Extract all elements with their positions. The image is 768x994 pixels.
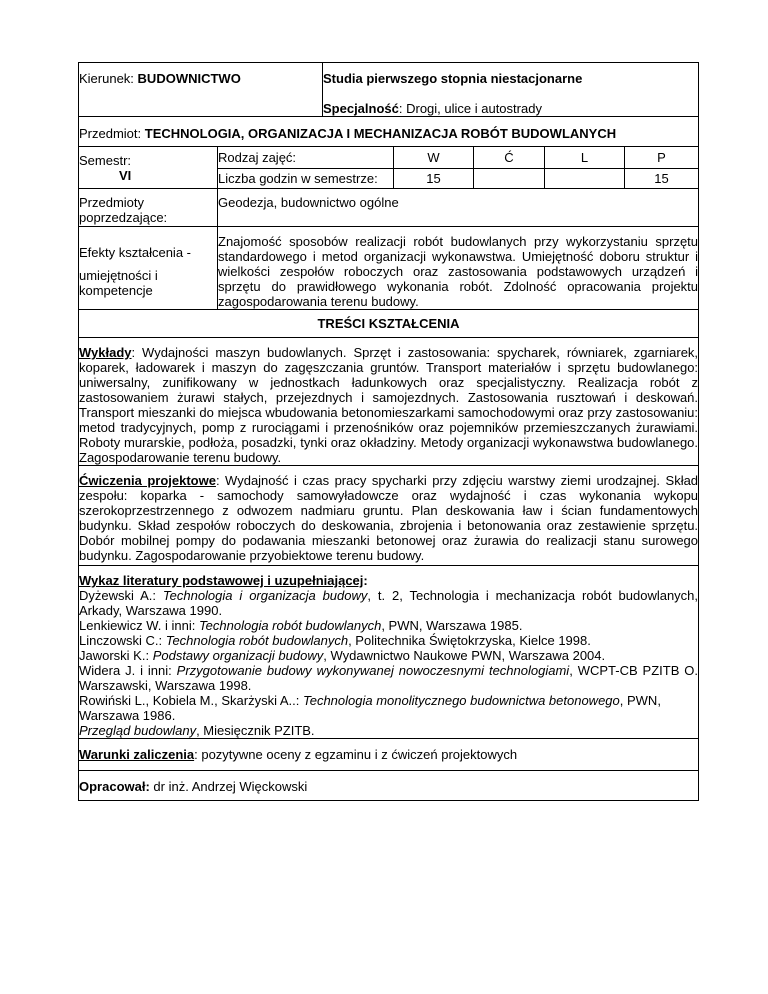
lit-rest: , PWN, Warszawa 1986. [79,693,661,723]
warunki-label: Warunki zaliczenia [79,747,195,762]
kierunek-cell [79,63,323,117]
lit-author: Dyżewski A.: [79,588,163,603]
kierunek-label: Kierunek: [79,71,138,86]
literatura-colon: : [363,573,368,588]
lit-rest: , Wydawnictwo Naukowe PWN, Warszawa 2004. [323,648,606,663]
lit-rest: , PWN, Warszawa 1985. [381,618,523,633]
lit-title: Podstawy organizacji budowy [152,648,324,663]
efekty-label-2: umiejętności i kompetencje [79,268,158,298]
opracowal-cell [79,771,699,801]
cwiczenia-text: : Wydajność i czas pracy spycharki przy zdjęciu warstwy ziemi urodzajnej. Skład zespołu: koparka - samochody samowyładowcze oraz wydajność i czas wykonania wykopu szerokoprzestrzennego z odwozem nadmiaru gruntu. Plan deskowania ław i ścian fundamentowych budynku. Skład zespołów roboczych do deskowania, zbrojenia i betonowania oraz zestawienie sprzętu. Dobór mobilnej pompy do podawania mieszanki betonowej oraz żurawia do realizacji stanu surowego budynku. Zagospodarowanie przyobiektowe terenu budowy. [79,473,699,563]
literatura-heading [79,573,698,588]
lit-title: Technologia monolitycznego budownictwa betonowego [302,693,620,708]
efekty-label-cell [79,227,218,310]
col-p: P [625,147,699,169]
semestr-label: Semestr: [79,152,132,168]
tresci-title: TREŚCI KSZTAŁCENIA [79,310,699,338]
hours-l [545,169,625,189]
wyklady-cell [79,338,699,466]
hours-w: 15 [394,169,474,189]
przedmiot-label: Przedmiot: [79,126,145,141]
wyklady-label: Wykłady [79,345,132,360]
literatura-list [79,588,698,738]
lit-title: Przegląd budowlany [79,723,197,738]
lit-author: Jaworski K.: [79,648,153,663]
poprzedzajace-label: Przedmioty poprzedzające: [79,189,218,227]
literatura-cell [79,566,699,739]
opracowal-label: Opracował: [79,779,150,794]
lit-rest: , WCPT-CB PZITB O. Warszawski, Warszawa 1998. [79,663,699,693]
opracowal-value: dr inż. Andrzej Więckowski [149,779,308,794]
cwiczenia-cell [79,466,699,566]
efekty-value: Znajomość sposobów realizacji robót budowlanych przy wykorzystaniu sprzętu standardowego i metod organizacji wykonawstwa. Umiejętność doboru struktur i wielkości zespołów roboczych oraz zastosowania podstawowych urządzeń i sprzętu do prawidłowego wykonania robót. Zdolność opracowania projektu zagospodarowania terenu budowy. [218,227,699,310]
warunki-cell [79,739,699,771]
wyklady-text: : Wydajności maszyn budowlanych. Sprzęt i zastosowania: spycharek, równiarek, zgarniarek, koparek, ładowarek i maszyn do zagęszczania gruntów. Transport materiałów i sprzętu budowlanego: uniwersalny, zunifikowany w jednostkach ładunkowych oraz specjalistyczny. Realizacja robót z zastosowaniem żurawi stałych, przejezdnych i samojezdnych. Zastosowania rusztowań i deskowań. Transport mieszanki do miejsca wbudowania betonomieszarkami samochodowymi oraz przy zastosowaniu: metod tradycyjnych, pomp z rurociągami i przenośników oraz pojemników przemieszczanych żurawiami. Roboty murarskie, podłoża, posadzki, tynki oraz okładziny. Metody organizacji wykonawstwa budowlanego. Zagospodarowanie terenu budowy. [79,345,699,465]
warunki-text: : pozytywne oceny z egzaminu i z ćwiczeń projektowych [194,747,518,762]
col-c: Ć [474,147,545,169]
lit-author: Linczowski C.: [79,633,166,648]
col-l: L [545,147,625,169]
lit-author: Rowiński L., Kobiela M., Skarżyski A..: [79,693,303,708]
lit-rest: , Miesięcznik PZITB. [196,723,315,738]
literatura-item [79,693,698,723]
course-table [78,62,699,801]
lit-rest: , Politechnika Świętokrzyska, Kielce 1998. [348,633,591,648]
hours-c [474,169,545,189]
lit-title: Technologia i organizacja budowy [162,588,368,603]
semestr-cell [79,147,218,189]
literatura-item [79,588,698,618]
przedmiot-cell [79,117,699,147]
course-sheet [78,62,698,801]
literatura-item [79,618,698,633]
lit-rest: , t. 2, Technologia i mechanizacja robót budowlanych, Arkady, Warszawa 1990. [79,588,699,618]
hours-p: 15 [625,169,699,189]
literatura-item [79,633,698,648]
specjalnosc-line [323,101,698,116]
specjalnosc-label: Specjalność [323,101,399,116]
lit-title: Technologia robót budowlanych [198,618,382,633]
kierunek-value: BUDOWNICTWO [137,71,241,86]
studia-cell [323,63,699,117]
studia-text: Studia pierwszego stopnia niestacjonarne [323,71,583,86]
literatura-item [79,648,698,663]
lit-title: Przygotowanie budowy wykonywanej nowoczesnymi technologiami [176,663,570,678]
literatura-label: Wykaz literatury podstawowej i uzupełniającej [79,573,364,588]
specjalnosc-value: : Drogi, ulice i autostrady [398,101,542,116]
literatura-item [79,663,698,693]
lit-author: Widera J. i inni: [79,663,177,678]
lit-title: Technologia robót budowlanych [165,633,349,648]
col-w: W [394,147,474,169]
lit-author: Lenkiewicz W. i inni: [79,618,199,633]
semestr-value: VI [119,167,132,183]
poprzedzajace-value: Geodezja, budownictwo ogólne [218,189,699,227]
cwiczenia-label: Ćwiczenia projektowe [79,473,216,488]
efekty-label-1: Efekty kształcenia - [79,245,191,260]
godziny-label: Liczba godzin w semestrze: [218,169,394,189]
literatura-item [79,723,698,738]
rodzaj-label: Rodzaj zajęć: [218,147,394,169]
przedmiot-value: TECHNOLOGIA, ORGANIZACJA I MECHANIZACJA ROBÓT BUDOWLANYCH [144,126,617,141]
